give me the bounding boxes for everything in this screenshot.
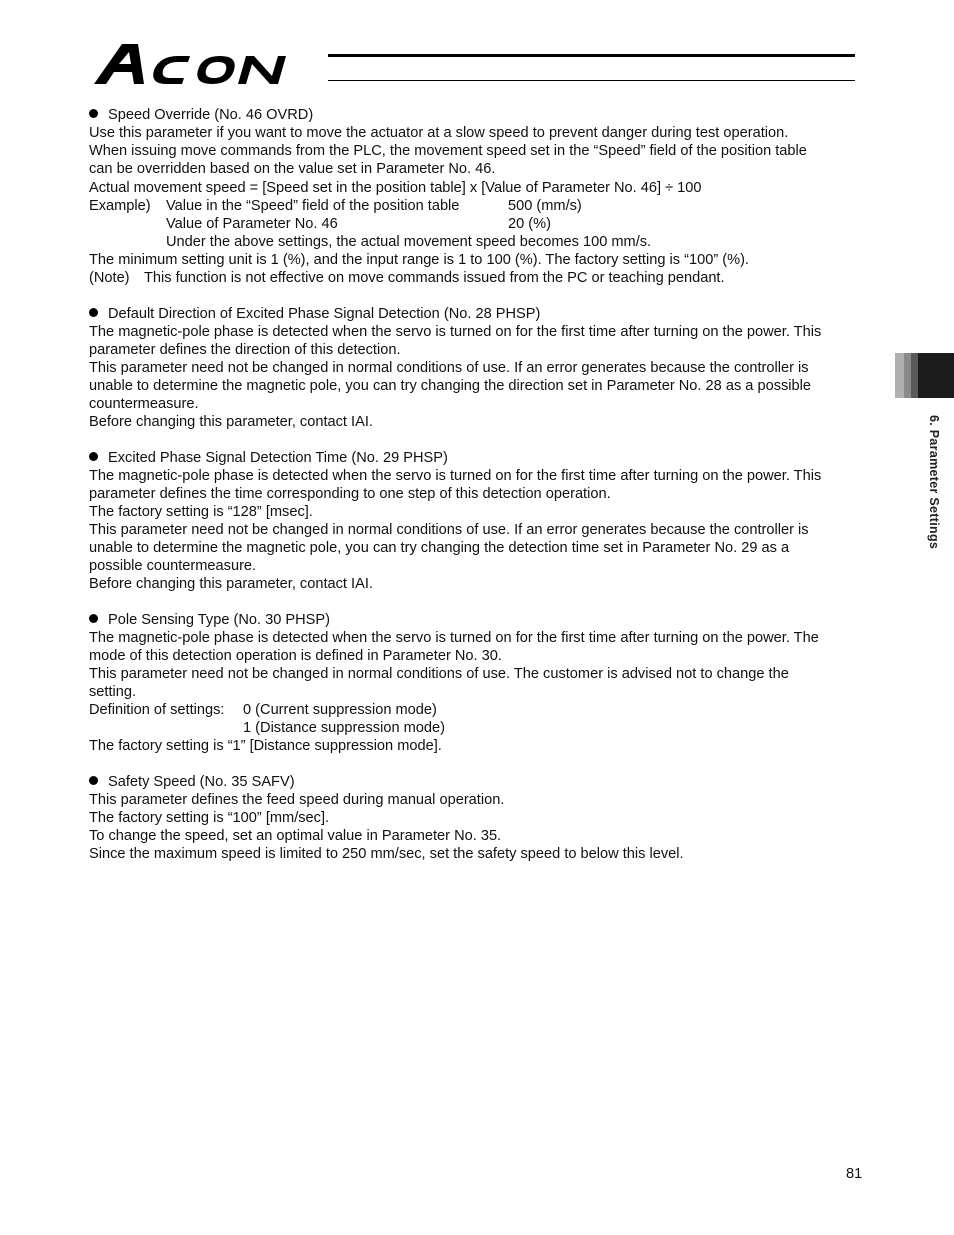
paragraph: parameter defines the time corresponding to one step of this detection operation. [89,486,611,502]
section-title: Safety Speed (No. 35 SAFV) [89,773,879,791]
section-title: Excited Phase Signal Detection Time (No. 29 PHSP) [89,449,879,467]
bullet-icon [89,452,98,461]
section-safety-speed [89,773,879,863]
side-tab-shade-3 [911,353,918,398]
paragraph: To change the speed, set an optimal value in Parameter No. 35. [89,828,502,844]
logo-text: ACON [92,40,95,41]
side-tab-shade-1 [895,353,904,398]
section-detection-time [89,449,879,593]
example-label: Example) [89,198,151,214]
section-pole-sensing [89,611,879,755]
paragraph: This parameter need not be changed in normal conditions of use. The customer is advised not to change the [89,666,789,682]
side-tab-shade-2 [904,353,911,398]
paragraph: The magnetic-pole phase is detected when the servo is turned on for the first time after turning on the power. The [89,630,819,646]
section-default-direction [89,305,879,431]
header-rule-thin [328,80,855,81]
example-row [89,197,879,215]
note-label: (Note) [89,270,130,286]
acon-logo [92,40,332,86]
note-text: This function is not effective on move commands issued from the PC or teaching pendant. [144,270,725,286]
paragraph: Since the maximum speed is limited to 250 mm/sec, set the safety speed to below this level. [89,846,684,862]
paragraph: This parameter defines the feed speed during manual operation. [89,792,505,808]
example-key: Value in the “Speed” field of the position table [166,198,460,214]
paragraph: Before changing this parameter, contact IAI. [89,414,373,430]
paragraph: Before changing this parameter, contact IAI. [89,576,373,592]
example-key: Value of Parameter No. 46 [166,216,338,232]
paragraph: This parameter need not be changed in normal conditions of use. If an error generates because the controller is [89,360,809,376]
paragraph: parameter defines the direction of this detection. [89,342,401,358]
bullet-icon [89,776,98,785]
paragraph: The factory setting is “100” [mm/sec]. [89,810,330,826]
paragraph: The factory setting is “1” [Distance suppression mode]. [89,738,442,754]
definition-label: Definition of settings: [89,702,225,718]
bullet-icon [89,614,98,623]
header-rule-thick [328,54,855,57]
example-result: Under the above settings, the actual movement speed becomes 100 mm/s. [166,234,652,250]
note-row [89,269,879,287]
paragraph: unable to determine the magnetic pole, you can try changing the direction set in Parameter No. 28 as a possible [89,378,812,394]
section-title: Default Direction of Excited Phase Signal Detection (No. 28 PHSP) [89,305,879,323]
paragraph: can be overridden based on the value set in Parameter No. 46. [89,161,496,177]
example-value: 20 (%) [508,216,551,232]
definition-value: 1 (Distance suppression mode) [243,720,445,736]
formula: Actual movement speed = [Speed set in the position table] x [Value of Parameter No. 46] ÷ 100 [89,180,702,196]
example-row [89,215,879,233]
paragraph: mode of this detection operation is defined in Parameter No. 30. [89,648,502,664]
example-value: 500 (mm/s) [508,198,582,214]
definition-row [89,701,879,719]
paragraph: The minimum setting unit is 1 (%), and the input range is 1 to 100 (%). The factory setting is “100” (%). [89,252,749,268]
definition-value: 0 (Current suppression mode) [243,702,437,718]
paragraph: The magnetic-pole phase is detected when the servo is turned on for the first time after turning on the power. This [89,468,822,484]
page-number: 81 [846,1166,863,1182]
section-speed-override [89,106,879,287]
paragraph: unable to determine the magnetic pole, you can try changing the detection time set in Parameter No. 29 as a [89,540,790,556]
paragraph: The factory setting is “128” [msec]. [89,504,313,520]
side-tab-label: 6. Parameter Settings [927,415,941,550]
section-title: Speed Override (No. 46 OVRD) [89,106,879,124]
paragraph: possible countermeasure. [89,558,257,574]
bullet-icon [89,109,98,118]
paragraph: This parameter need not be changed in normal conditions of use. If an error generates because the controller is [89,522,809,538]
paragraph: Use this parameter if you want to move the actuator at a slow speed to prevent danger during test operation. [89,125,789,141]
paragraph: setting. [89,684,137,700]
paragraph: countermeasure. [89,396,199,412]
paragraph: When issuing move commands from the PLC, the movement speed set in the “Speed” field of the position table [89,143,807,159]
page-content [89,106,879,881]
bullet-icon [89,308,98,317]
side-tab-block [918,353,954,398]
paragraph: The magnetic-pole phase is detected when the servo is turned on for the first time after turning on the power. This [89,324,822,340]
section-title: Pole Sensing Type (No. 30 PHSP) [89,611,879,629]
